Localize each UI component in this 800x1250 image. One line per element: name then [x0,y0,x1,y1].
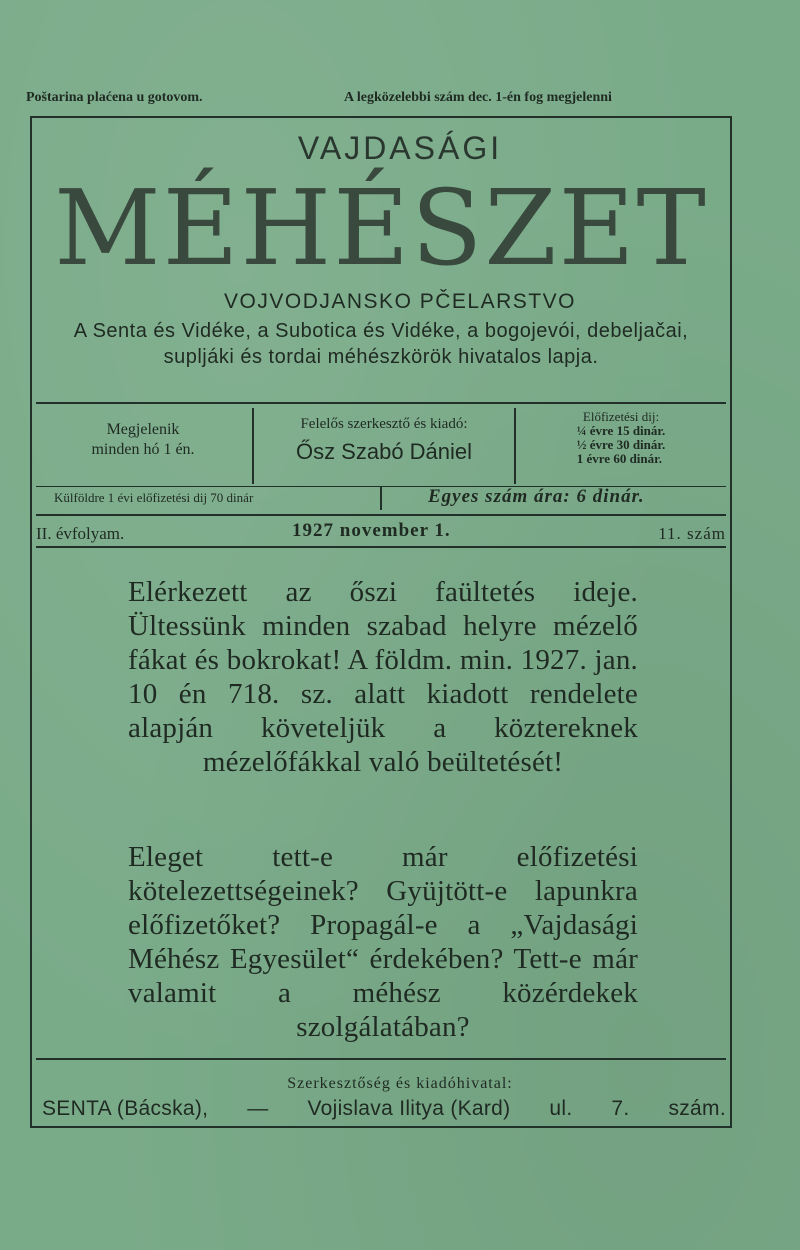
editor-label: Felelős szerkesztő és kiadó: [300,416,468,432]
price-quarter: ¼ évre 15 dinár. [576,423,666,438]
subscription-label: Előfizetési dij: [582,409,660,424]
address-szam: szám. [668,1097,726,1120]
address-number: 7. [611,1097,630,1120]
address-dash: — [247,1097,269,1120]
subscription-prices [577,424,665,466]
editor-name: Ősz Szabó Dániel [295,439,473,464]
address-street: Vojislava Ilitya (Kard) [307,1097,511,1120]
price-row [36,486,726,512]
frequency-value: minden hó 1 én. [91,441,195,458]
issue-row [36,520,726,544]
masthead-description: A Senta és Vidéke, a Subotica és Vidéke, a bogojevói, debeljačai, supljáki és tordai méhészkörök hivatalos lapja. [73,320,689,368]
masthead-subtitle: VOJVODJANSKO PČELARSTVO [224,290,576,313]
single-issue-price: Egyes szám ára: 6 dinár. [428,486,645,507]
divider [36,1058,726,1060]
divider [36,402,726,404]
postal-notice-bar [26,90,738,106]
office-label: Szerkesztőség és kiadóhivatal: [287,1075,513,1092]
volume-label: II. évfolyam. [36,524,125,543]
editor-box [256,408,512,490]
body-paragraph-subscription: Eleget tett-e már előfizetési kötelezettségeinek? Gyüjtött-e lapunkra előfizetőket? Propagál-e a „Vajdasági Méhész Egyesület“ érdekében? Tett-e már valamit a méhész közérdekek szolgálatában? [128,841,638,1043]
frequency-box [36,408,250,496]
publication-info-row [36,408,726,484]
body-paragraph-planting: Elérkezett az őszi faültetés ideje. Ültessünk minden szabad helyre mézelő fákat és bokrokat! A földm. min. 1927. jan. 10 én 718. sz. alatt kiadott rendelete alapján követeljük a köztereknek mézelőfákkal való beültetését! [128,576,638,778]
price-year: 1 évre 60 dinár. [576,451,662,466]
masthead-title: MÉHÉSZET [54,167,708,289]
divider [36,546,726,548]
issue-date: 1927 november 1. [292,520,451,541]
subscription-box [516,408,726,486]
frequency-label: Megjelenik [106,421,180,438]
divider [252,408,254,484]
masthead-pretitle: VAJDASÁGI [297,130,503,166]
issue-number: 11. szám [658,524,726,543]
price-half: ½ évre 30 dinár. [576,437,666,452]
divider [380,486,382,510]
divider [36,514,726,516]
office-address [42,1097,726,1121]
next-issue-note: A legközelebbi szám dec. 1-én fog megjelenni [344,90,612,105]
postage-paid-note: Poštarina plaćena u gotovom. [26,90,203,105]
address-ul: ul. [549,1097,573,1120]
foreign-subscription: Külföldre 1 évi előfizetési dij 70 dinár [54,490,254,505]
address-city: SENTA (Bácska), [42,1097,209,1120]
